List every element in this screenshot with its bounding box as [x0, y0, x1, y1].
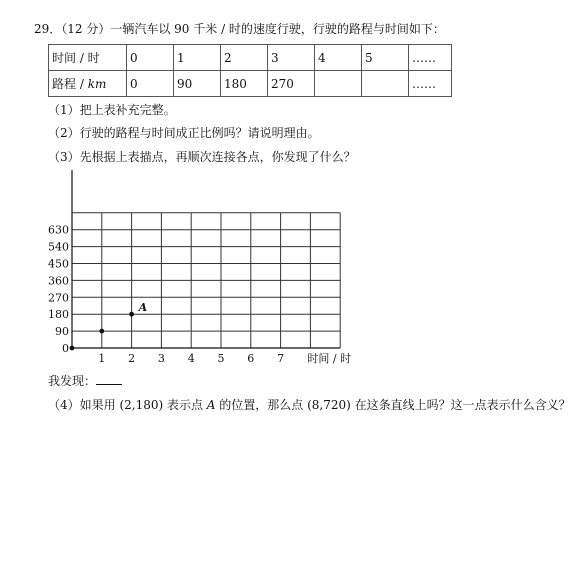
graph-labels: [48, 224, 351, 365]
y-tick-label: 180: [48, 308, 69, 322]
table-cell: 2: [221, 45, 268, 71]
table-cell: 4: [315, 45, 362, 71]
part-4-text: [48, 396, 571, 413]
y-tick-label: 630: [48, 223, 69, 237]
part-2-text: （2）行驶的路程与时间成正比例吗？请说明理由。: [48, 126, 320, 140]
distance-time-graph: [40, 168, 380, 368]
y-tick-label: 270: [48, 291, 69, 305]
point-a-label-inline: A: [206, 398, 216, 412]
table-row-distance: [49, 71, 452, 97]
table-row-time: [49, 45, 452, 71]
graph-grid: [72, 213, 340, 348]
finding-line: [48, 372, 122, 389]
finding-label: 我发现：: [48, 374, 97, 388]
x-tick-label: 5: [217, 352, 225, 365]
x-tick-label: 4: [187, 352, 195, 365]
answer-blank[interactable]: [96, 374, 122, 385]
x-tick-label: 7: [277, 352, 285, 365]
point-a-label: A: [138, 301, 148, 315]
x-tick-label: 1: [98, 352, 106, 365]
table-header-distance-text: 路程 /: [52, 77, 88, 91]
table-cell: [315, 71, 362, 97]
table-cell: 3: [268, 45, 315, 71]
part-4-text-b: 的位置，那么点 (8,720) 在这条直线上吗？这一点表示什么含义？: [215, 398, 571, 412]
x-axis-label: 时间 / 时: [307, 352, 352, 365]
table-cell: 5: [362, 45, 409, 71]
x-tick-label: 3: [157, 352, 165, 365]
table-cell: ……: [409, 71, 452, 97]
y-tick-label: 90: [55, 325, 69, 339]
data-point: [99, 329, 104, 334]
distance-time-table: [48, 44, 452, 97]
graph-points: [70, 301, 148, 350]
part-1-text: （1）把上表补充完整。: [48, 103, 176, 117]
table-cell: 180: [221, 71, 268, 97]
x-tick-label: 6: [247, 352, 255, 365]
table-header-distance: [49, 71, 127, 97]
data-point: [70, 346, 75, 351]
part-3-text: （3）先根据上表描点，再顺次连接各点，你发现了什么？: [48, 150, 356, 164]
table-cell: 270: [268, 71, 315, 97]
origin-label: 0: [62, 342, 69, 355]
table-header-distance-unit: km: [87, 77, 107, 91]
y-tick-label: 540: [48, 240, 69, 254]
part-4-text-a: （4）如果用 (2,180) 表示点: [48, 398, 207, 412]
table-cell: [362, 71, 409, 97]
x-tick-label: 2: [128, 352, 136, 365]
table-header-time: 时间 / 时: [49, 45, 127, 71]
data-point: [129, 312, 134, 317]
table-cell: ……: [409, 45, 452, 71]
table-cell: 0: [127, 45, 174, 71]
table-cell: 0: [127, 71, 174, 97]
table-cell: 90: [174, 71, 221, 97]
y-tick-label: 450: [48, 257, 69, 271]
graph-axes: [72, 170, 340, 348]
question-title: 29．（12 分）一辆汽车以 90 千米 / 时的速度行驶，行驶的路程与时间如下：: [34, 22, 445, 36]
y-tick-label: 360: [48, 274, 69, 288]
table-cell: 1: [174, 45, 221, 71]
